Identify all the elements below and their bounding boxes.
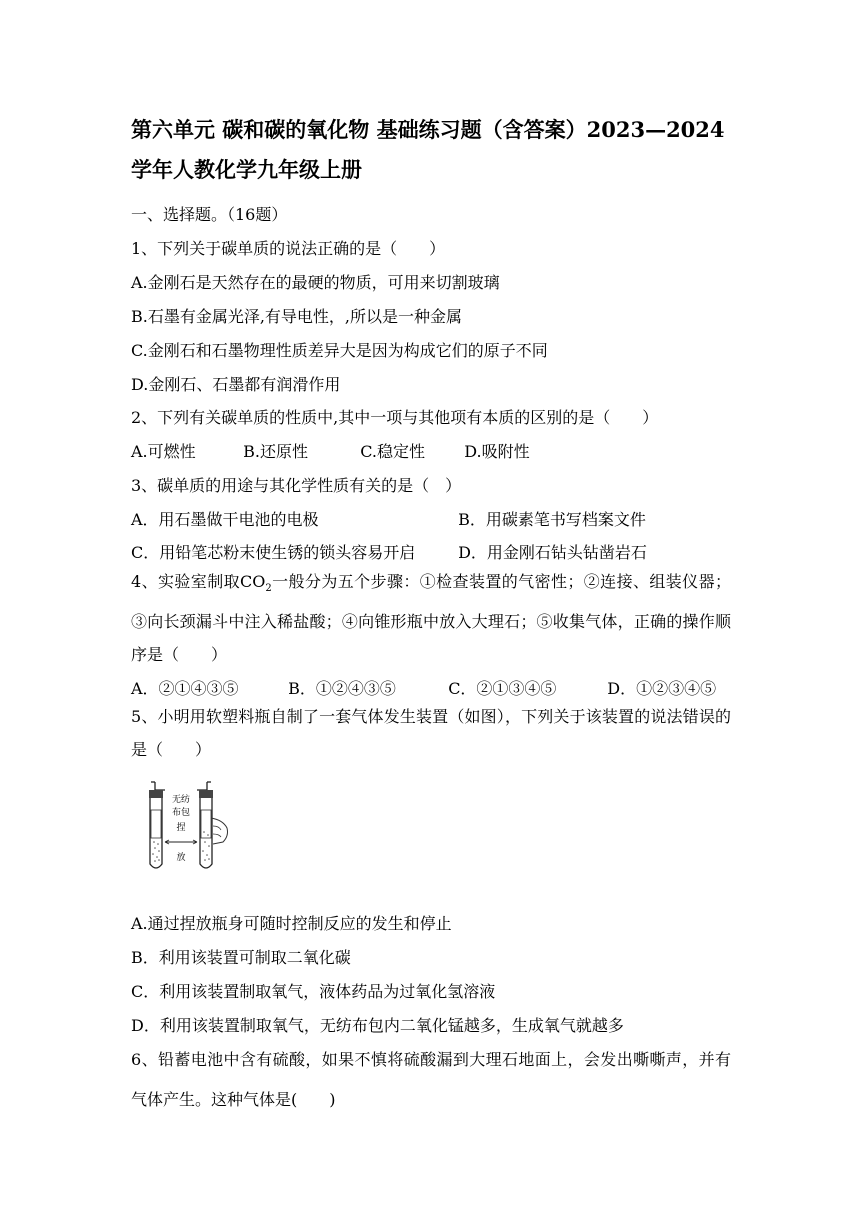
q2-option-a: A.可燃性 bbox=[131, 442, 196, 461]
q4-options bbox=[131, 676, 716, 699]
q2-options bbox=[131, 439, 530, 462]
q4-option-c: C．②①③④⑤ bbox=[448, 679, 557, 698]
figure-label-1: 无纺 bbox=[171, 795, 191, 805]
q3-option-d: D．用金刚石钻头钻凿岩石 bbox=[458, 543, 647, 562]
pinch-release-arrows bbox=[165, 840, 197, 844]
q1-stem: 1、下列关于碳单质的说法正确的是（ ） bbox=[131, 239, 446, 258]
right-bottle bbox=[197, 782, 228, 868]
gas-generator-figure bbox=[131, 780, 236, 875]
q4-stem-post: 一般分为五个步骤：①检查装置的气密性；②连接、组装仪器；③向长颈漏斗中注入稀盐酸；④向锥形瓶中放入大理石；⑤收集气体，正确的操作顺序是（ ） bbox=[131, 572, 731, 665]
q4-stem-subscript: 2 bbox=[265, 583, 272, 595]
q2-option-c: C.稳定性 bbox=[360, 442, 425, 461]
q3-stem: 3、碳单质的用途与其化学性质有关的是（ ） bbox=[131, 476, 462, 495]
q6-stem: 6、铅蓄电池中含有硫酸，如果不慎将硫酸漏到大理石地面上，会发出嘶嘶声，并有气体产生。这种气体是( ) bbox=[131, 1050, 731, 1109]
q5-option-a: A.通过捏放瓶身可随时控制反应的发生和停止 bbox=[131, 914, 452, 933]
q1-option-d: D.金刚石、石墨都有润滑作用 bbox=[131, 375, 341, 394]
q1-option-b: B.石墨有金属光泽,有导电性，,所以是一种金属 bbox=[131, 307, 463, 326]
q5-option-b: B．利用该装置可制取二氧化碳 bbox=[131, 948, 351, 967]
q4-stem-pre: 4、实验室制取CO bbox=[131, 572, 266, 591]
q5-option-d: D．利用该装置制取氧气，无纺布包内二氧化锰越多，生成氧气就越多 bbox=[131, 1016, 624, 1035]
figure-label-2: 布包 bbox=[171, 808, 191, 818]
figure-label-pinch: 捏 bbox=[176, 823, 186, 833]
q4-option-d: D．①②③④⑤ bbox=[607, 679, 717, 698]
q2-option-b: B.还原性 bbox=[243, 442, 308, 461]
section-heading: 一、选择题。（16题） bbox=[131, 205, 288, 224]
figure-label-release: 放 bbox=[176, 853, 186, 863]
q1-option-a: A.金刚石是天然存在的最硬的物质，可用来切割玻璃 bbox=[131, 273, 500, 292]
q3-option-a: A．用石墨做干电池的电极 bbox=[131, 510, 319, 529]
q5-stem: 5、小明用软塑料瓶自制了一套气体发生装置（如图），下列关于该装置的说法错误的是（ ） bbox=[131, 707, 731, 759]
q2-option-d: D.吸附性 bbox=[464, 442, 530, 461]
q4-option-a: A．②①④③⑤ bbox=[131, 679, 239, 698]
q4-option-b: B．①②④③⑤ bbox=[288, 679, 396, 698]
q1-option-c: C.金刚石和石墨物理性质差异大是因为构成它们的原子不同 bbox=[131, 341, 548, 360]
left-bottle bbox=[149, 782, 165, 868]
q3-options-row1 bbox=[131, 507, 646, 530]
document-title: 第六单元 碳和碳的氧化物 基础练习题（含答案）2023—2024学年人教化学九年级上册 bbox=[131, 117, 725, 182]
q5-option-c: C．利用该装置制取氧气，液体药品为过氧化氢溶液 bbox=[131, 982, 496, 1001]
q3-options-row2 bbox=[131, 540, 647, 563]
q3-option-c: C．用铅笔芯粉末使生锈的锁头容易开启 bbox=[131, 543, 416, 562]
q4-stem bbox=[131, 565, 731, 671]
q3-option-b: B．用碳素笔书写档案文件 bbox=[458, 510, 646, 529]
q2-stem: 2、下列有关碳单质的性质中,其中一项与其他项有本质的区别的是（ ） bbox=[131, 408, 659, 427]
